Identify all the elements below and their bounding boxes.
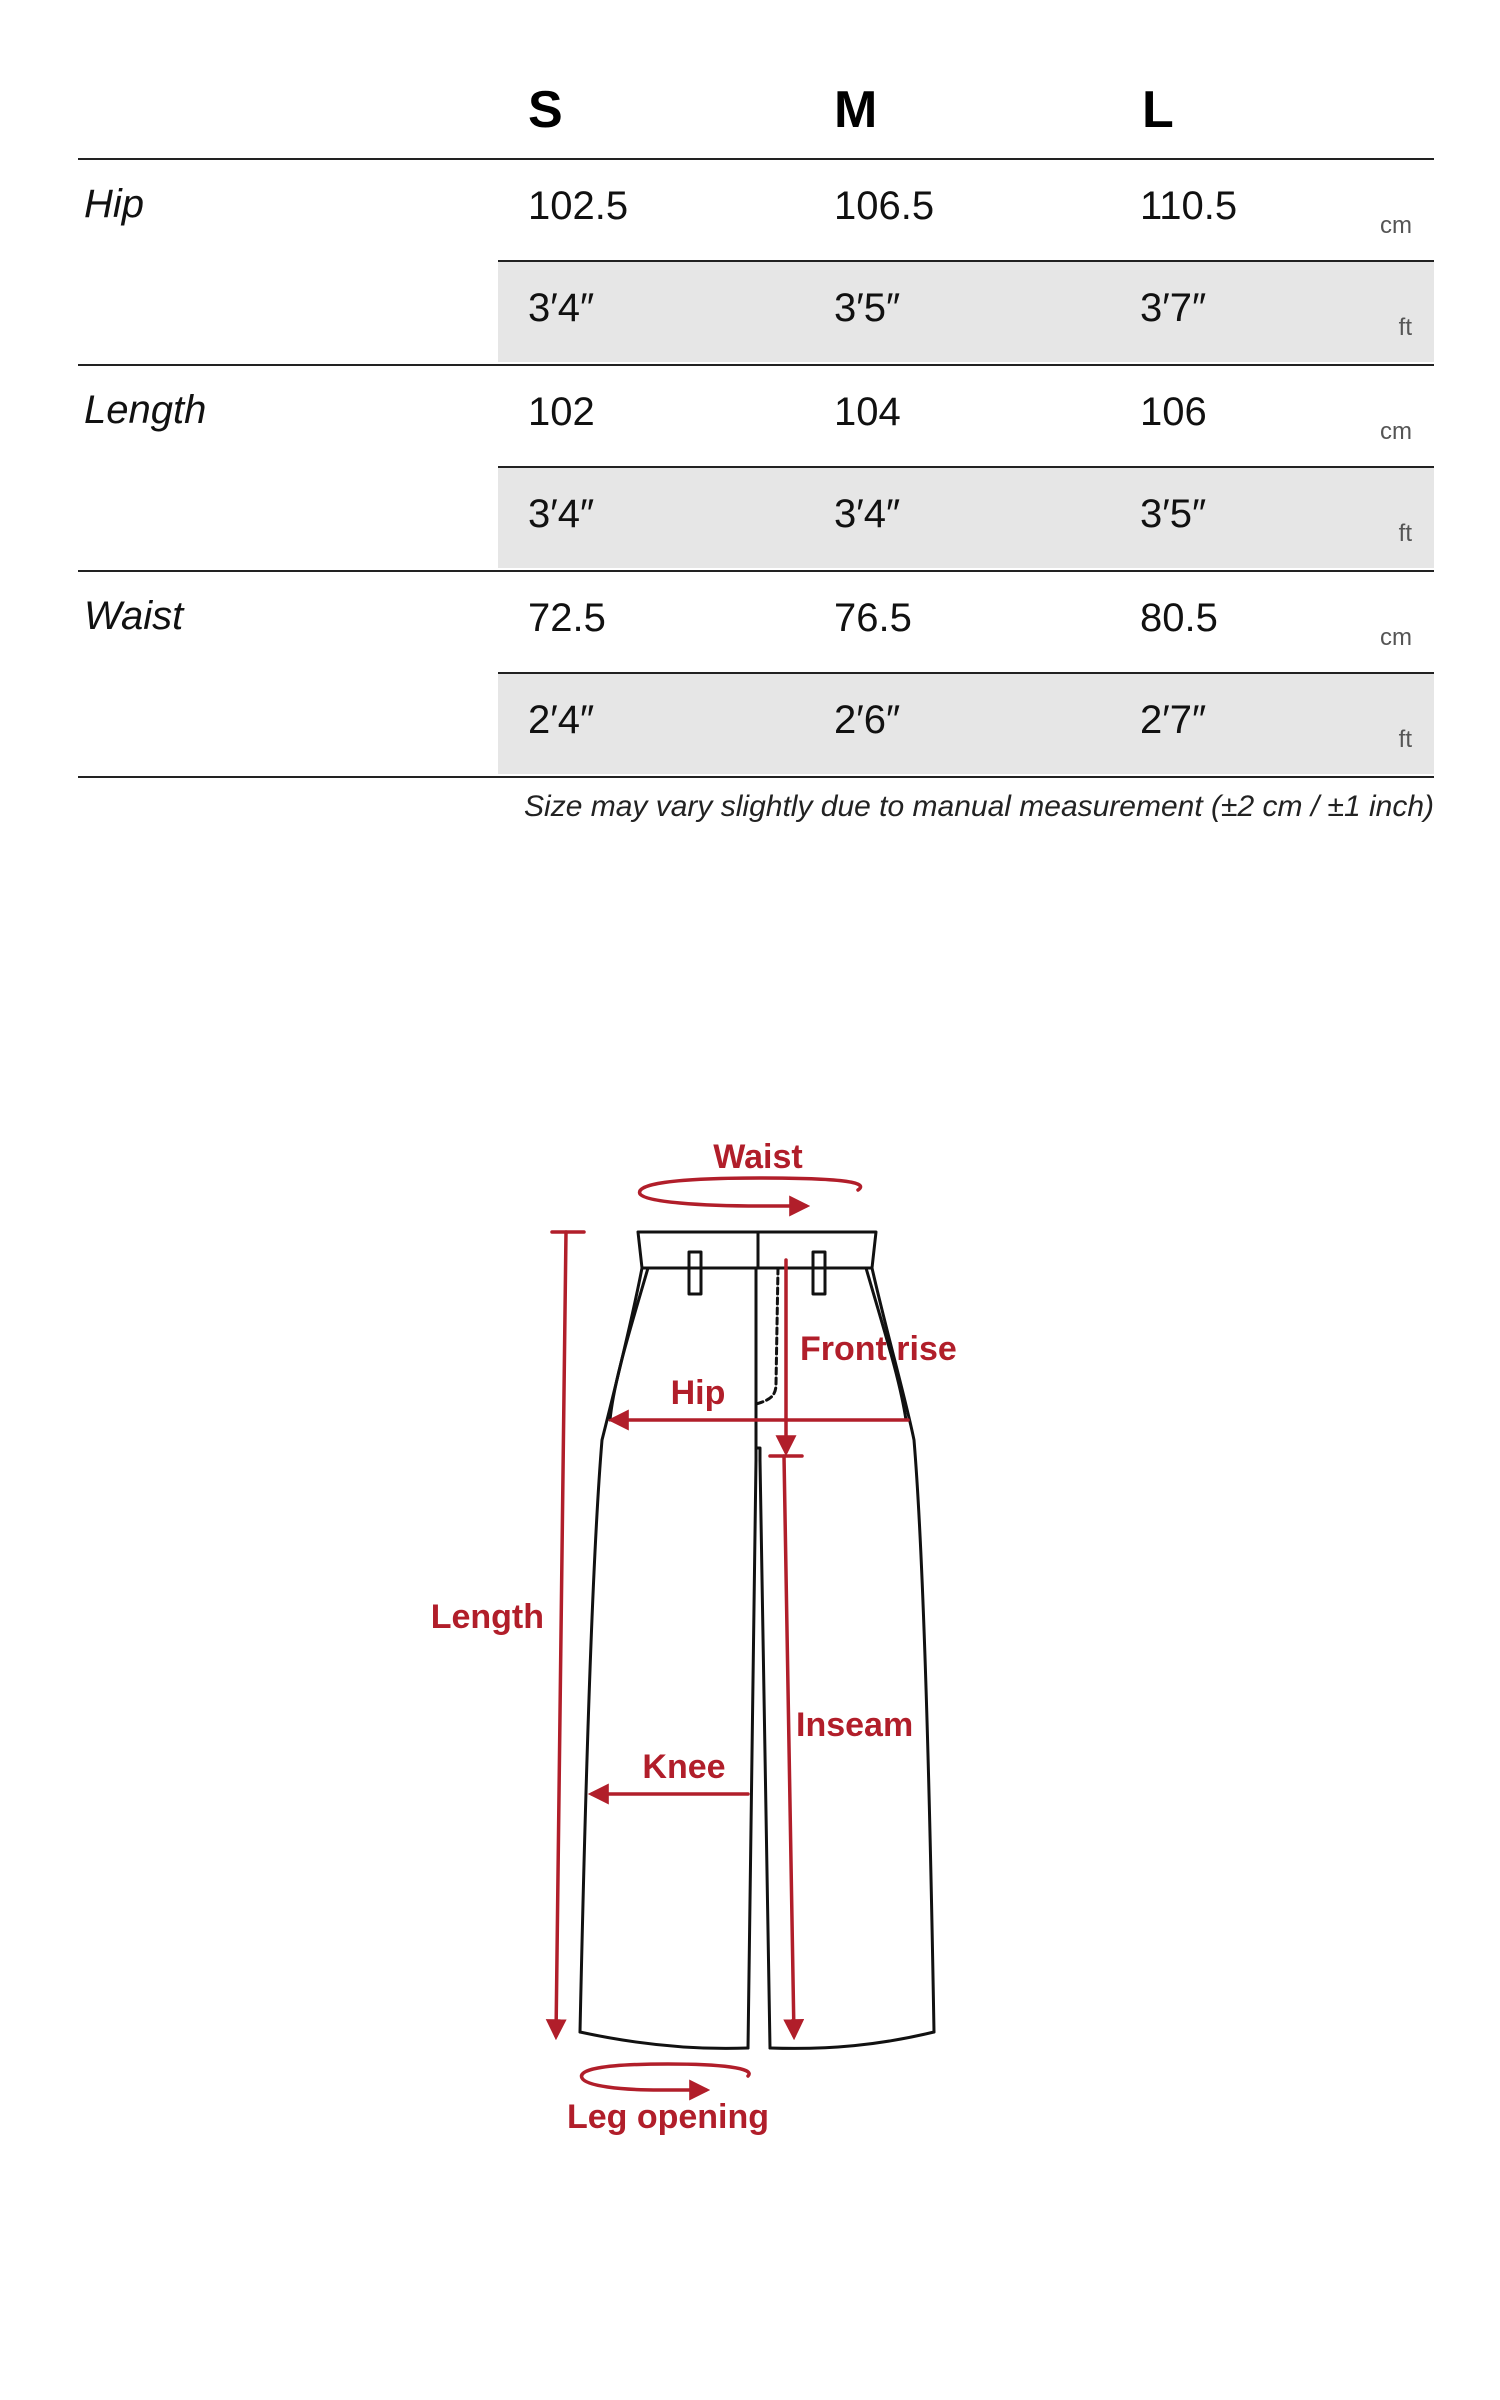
unit-cm: cm: [1380, 624, 1412, 651]
cell-value: 106: [1140, 390, 1207, 434]
length-arrow: [556, 1232, 566, 2036]
size-l-heading: L: [1142, 81, 1174, 139]
cell-value: 3′4″: [834, 492, 901, 536]
label-waist: Waist: [713, 1138, 803, 1176]
cell-value: 2′7″: [1140, 698, 1207, 742]
label-inseam: Inseam: [796, 1706, 914, 1744]
row-label-waist: Waist: [84, 594, 184, 638]
row-label-hip: Hip: [84, 182, 145, 226]
label-length: Length: [430, 1598, 544, 1636]
cell-value: 76.5: [834, 596, 912, 640]
inseam-arrow: [784, 1456, 794, 2036]
cell-value: 106.5: [834, 184, 935, 228]
cell-value: 72.5: [528, 596, 606, 640]
cell-value: 3′5″: [834, 286, 901, 330]
row-label-length: Length: [84, 388, 207, 432]
cell-value: 3′5″: [1140, 492, 1207, 536]
unit-cm: cm: [1380, 212, 1412, 239]
label-hip: Hip: [670, 1374, 726, 1412]
unit-ft: ft: [1398, 726, 1412, 753]
cell-value: 102: [528, 390, 595, 434]
leg-opening-arrow: [582, 2064, 750, 2090]
cell-value: 102.5: [528, 184, 629, 228]
cell-value: 3′7″: [1140, 286, 1207, 330]
waist-arrow: [640, 1178, 861, 1206]
label-leg-opening: Leg opening: [566, 2098, 770, 2136]
label-front-rise: Front rise: [800, 1330, 957, 1368]
cell-value: 104: [834, 390, 901, 434]
cell-value: 110.5: [1140, 184, 1238, 228]
cell-value: 3′4″: [528, 492, 595, 536]
cell-value: 2′6″: [834, 698, 901, 742]
cell-value: 2′4″: [528, 698, 595, 742]
unit-ft: ft: [1398, 520, 1412, 547]
size-s-heading: S: [528, 81, 563, 139]
cell-value: 80.5: [1140, 596, 1218, 640]
measurement-note: Size may vary slightly due to manual measurement (±2 cm / ±1 inch): [524, 790, 1434, 823]
unit-ft: ft: [1398, 314, 1412, 341]
cell-value: 3′4″: [528, 286, 595, 330]
size-m-heading: M: [834, 81, 878, 139]
unit-cm: cm: [1380, 418, 1412, 445]
label-knee: Knee: [642, 1748, 726, 1786]
